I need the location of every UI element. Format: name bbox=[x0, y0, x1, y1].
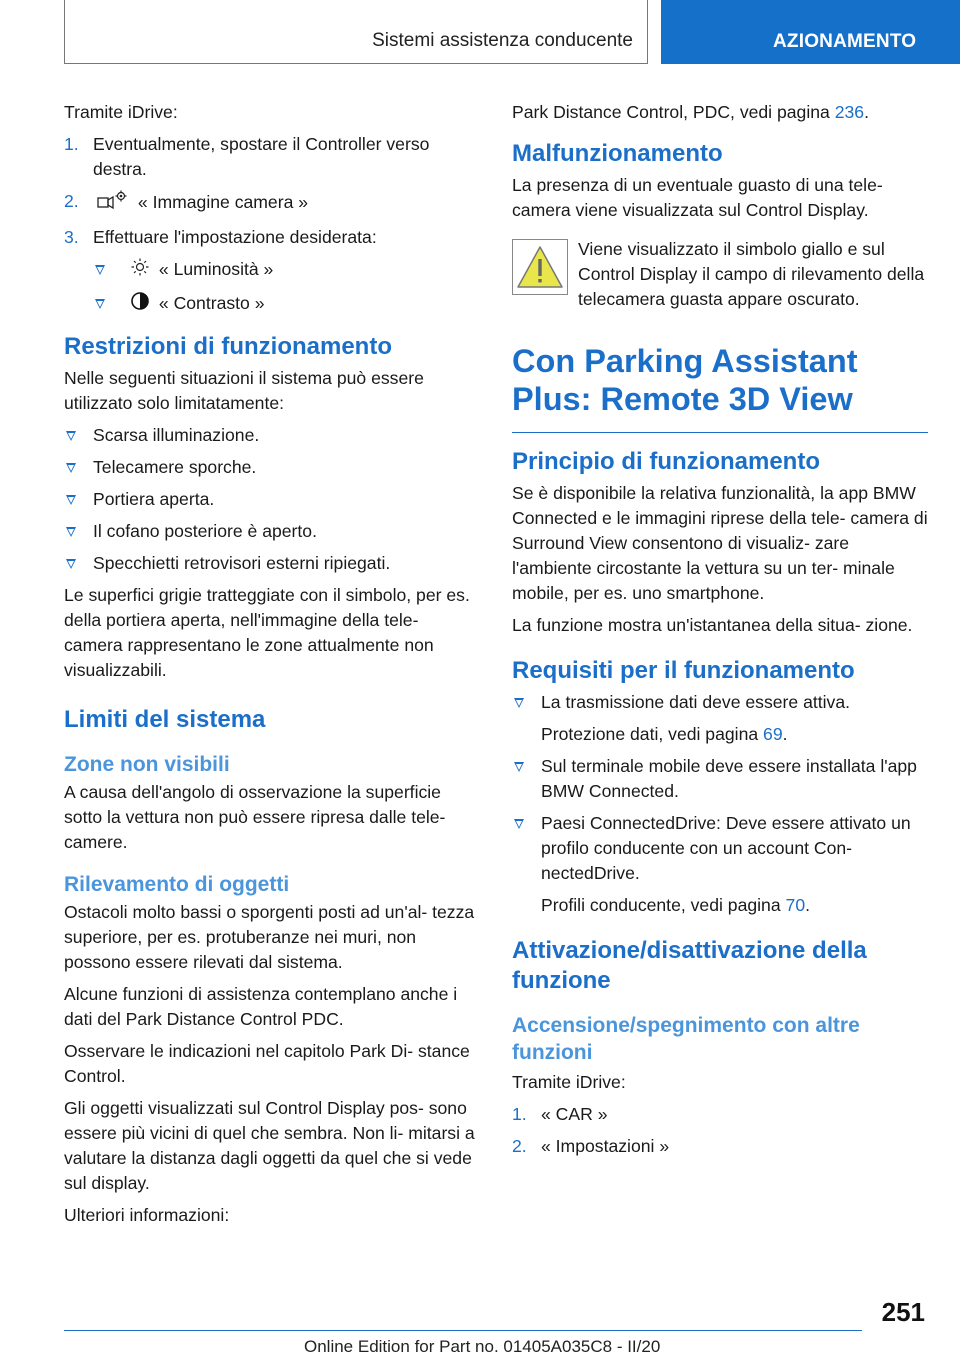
step-1 bbox=[64, 132, 480, 182]
bullet-triangle-icon bbox=[514, 698, 524, 708]
step-number: 2. bbox=[64, 191, 79, 211]
header-chapter-tab bbox=[661, 0, 960, 64]
pdc-reference: Park Distance Control, PDC, vedi pagina 236. bbox=[512, 102, 869, 122]
heading-requisiti: Requisiti per il funzionamento bbox=[512, 657, 855, 684]
rilevamento-text: Ulteriori informazioni: bbox=[64, 1205, 230, 1225]
page-link[interactable]: 70 bbox=[785, 895, 806, 915]
req-sub-text: Profili conducente, vedi pagina bbox=[541, 895, 781, 915]
warning-text: Viene visualizzato il simbolo giallo e sul Control Display il campo di rilevamento della telecamera guasta appare oscurato. bbox=[578, 239, 925, 309]
brightness-icon bbox=[130, 257, 150, 284]
camera-settings-icon bbox=[95, 189, 129, 218]
step-text: « Impostazioni » bbox=[541, 1136, 670, 1156]
footer-edition: Online Edition for Part no. 01405A035C8 - II/20 bbox=[304, 1337, 661, 1356]
list-item bbox=[512, 754, 928, 804]
heading-zone: Zone non visibili bbox=[64, 753, 230, 776]
heading-rilevamento: Rilevamento di oggetti bbox=[64, 873, 290, 896]
list-item-text: Il cofano posteriore è aperto. bbox=[93, 521, 317, 541]
step-text: « CAR » bbox=[541, 1104, 608, 1124]
bullet-triangle-icon bbox=[95, 265, 105, 275]
page-number: 251 bbox=[881, 1297, 925, 1327]
step-text: « Immagine camera » bbox=[137, 192, 309, 213]
heading-remote-3d-view: Con Parking Assistant Plus: Remote 3D View bbox=[512, 342, 928, 433]
bullet-triangle-icon bbox=[514, 819, 524, 829]
principio-text: La funzione mostra un'istantanea della situa‐ zione. bbox=[512, 615, 913, 635]
step-text: Eventualmente, spostare il Controller verso destra. bbox=[93, 134, 430, 179]
contrast-icon bbox=[130, 291, 150, 318]
restrizioni-note: Le superfici grigie tratteggiate con il simbolo, per es. della portiera aperta, nell'immagine della tele‐ camera rappresentano le zone attualmente non visualizzabili. bbox=[64, 585, 470, 680]
pdc-text: Park Distance Control, PDC, vedi pagina bbox=[512, 102, 830, 122]
page-link[interactable]: 69 bbox=[763, 724, 783, 744]
bullet-triangle-icon bbox=[66, 431, 76, 441]
bullet-triangle-icon bbox=[66, 463, 76, 473]
step-2 bbox=[512, 1134, 928, 1159]
rilevamento-text: Ostacoli molto bassi o sporgenti posti ad un'al‐ tezza superiore, per es. protuberanze nei muri, non possono essere rilevati dal sistema. bbox=[64, 902, 475, 972]
list-item bbox=[64, 423, 480, 448]
heading-limiti: Limiti del sistema bbox=[64, 706, 266, 733]
chapter-title: AZIONAMENTO bbox=[773, 31, 917, 52]
list-item-text: Specchietti retrovisori esterni ripiegati. bbox=[93, 553, 391, 573]
footer-divider bbox=[64, 1330, 862, 1331]
heading-restrizioni: Restrizioni di funzionamento bbox=[64, 333, 392, 360]
list-item bbox=[64, 519, 480, 544]
list-item-text: La trasmissione dati deve essere attiva. bbox=[541, 692, 851, 712]
option-contrasto bbox=[93, 291, 480, 318]
rilevamento-text: Alcune funzioni di assistenza contemplano anche i dati del Park Distance Control PDC. bbox=[64, 984, 458, 1029]
list-item bbox=[64, 487, 480, 512]
option-label: « Luminosità » bbox=[158, 259, 274, 280]
principio-text: Se è disponibile la relativa funzionalità, la app BMW Connected e le immagini riprese della tele‐ camera di Surround View consentono di visualiz‐ zare l'ambiente circostante la vettura su un ter‐ minale mobile, per es. uno smartphone. bbox=[512, 483, 928, 603]
bullet-triangle-icon bbox=[66, 527, 76, 537]
bullet-triangle-icon bbox=[95, 299, 105, 309]
heading-accensione: Accensione/spegnimento con altre funzioni bbox=[512, 1014, 860, 1064]
malf-text: La presenza di un eventuale guasto di una tele‐ camera viene visualizzata sul Control Display. bbox=[512, 175, 883, 220]
step-number: 1. bbox=[512, 1104, 527, 1124]
step-2 bbox=[64, 189, 480, 218]
warning-icon bbox=[512, 239, 568, 295]
step-1 bbox=[512, 1102, 928, 1127]
req-sub-text: Protezione dati, vedi pagina bbox=[541, 724, 759, 744]
bullet-triangle-icon bbox=[66, 559, 76, 569]
step-number: 2. bbox=[512, 1136, 527, 1156]
option-label: « Contrasto » bbox=[158, 293, 265, 314]
list-item-text: Scarsa illuminazione. bbox=[93, 425, 260, 445]
list-item-text: Telecamere sporche. bbox=[93, 457, 257, 477]
step-number: 3. bbox=[64, 227, 79, 247]
bullet-triangle-icon bbox=[66, 495, 76, 505]
step-number: 1. bbox=[64, 134, 79, 154]
option-luminosita bbox=[93, 257, 480, 284]
list-item-text: Portiera aperta. bbox=[93, 489, 215, 509]
zone-text: A causa dell'angolo di osservazione la superficie sotto la vettura non può essere ripresa dalle tele‐ camere. bbox=[64, 782, 446, 852]
step-3 bbox=[64, 225, 480, 250]
list-item-text: Sul terminale mobile deve essere installata l'app BMW Connected. bbox=[541, 756, 917, 801]
restrizioni-intro: Nelle seguenti situazioni il sistema può essere utilizzato solo limitatamente: bbox=[64, 368, 424, 413]
bullet-triangle-icon bbox=[514, 762, 524, 772]
list-item bbox=[512, 811, 928, 886]
intro-text: Tramite iDrive: bbox=[64, 102, 178, 122]
page-link[interactable]: 236 bbox=[834, 102, 865, 122]
header-section-box bbox=[64, 0, 648, 64]
step-text: Effettuare l'impostazione desiderata: bbox=[93, 227, 377, 247]
left-column bbox=[64, 100, 480, 1235]
list-item-text: Paesi ConnectedDrive: Deve essere attivato un profilo conducente con un account Con‐ nectedDrive. bbox=[541, 813, 911, 883]
list-item bbox=[512, 690, 928, 715]
warning-note bbox=[512, 237, 928, 312]
tramite-text: Tramite iDrive: bbox=[512, 1072, 626, 1092]
list-item bbox=[64, 551, 480, 576]
heading-malfunzionamento: Malfunzionamento bbox=[512, 140, 723, 167]
rilevamento-text: Osservare le indicazioni nel capitolo Park Di‐ stance Control. bbox=[64, 1041, 470, 1086]
heading-attivazione: Attivazione/disattivazione della funzione bbox=[512, 937, 867, 994]
list-item bbox=[64, 455, 480, 480]
section-title: Sistemi assistenza conducente bbox=[372, 30, 633, 51]
rilevamento-text: Gli oggetti visualizzati sul Control Display pos‐ sono essere più vicini di quel che sembra. Non li‐ mitarsi a valutare la distanza dagli oggetti da quel che si vede sul display. bbox=[64, 1098, 475, 1193]
heading-principio: Principio di funzionamento bbox=[512, 448, 820, 475]
req-sub: Profili conducente, vedi pagina 70. bbox=[541, 895, 810, 915]
page-header bbox=[0, 0, 960, 66]
right-column bbox=[512, 100, 928, 1166]
req-sub: Protezione dati, vedi pagina 69. bbox=[541, 724, 788, 744]
